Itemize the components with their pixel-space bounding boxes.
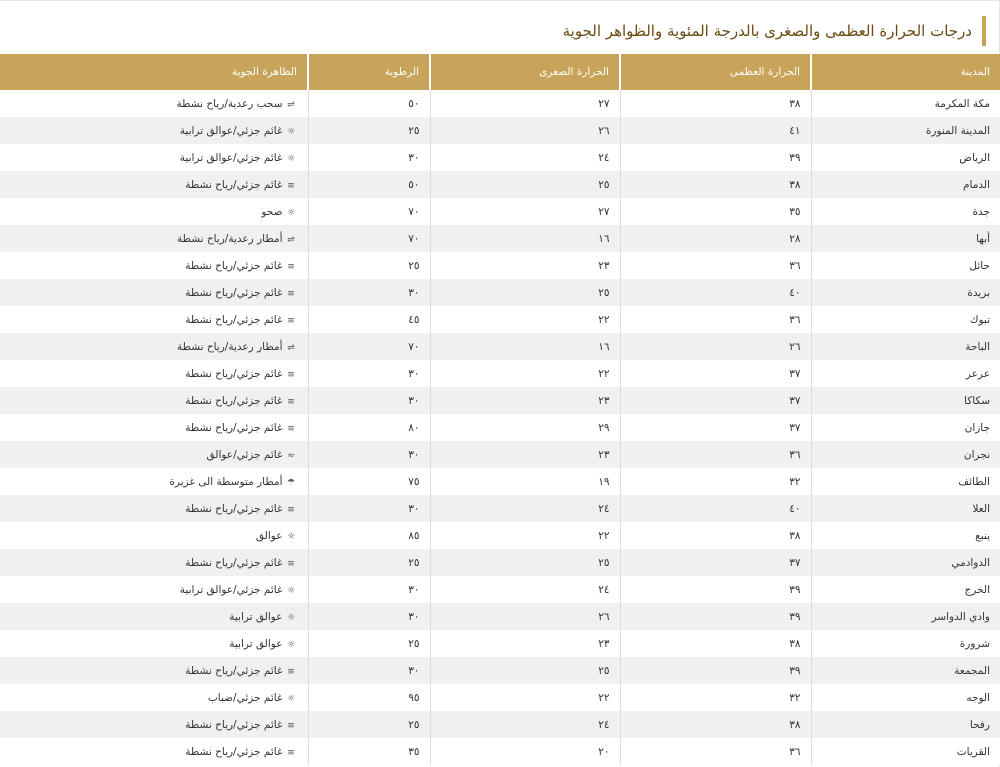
weather-text: عوالق ترابية <box>229 637 283 650</box>
humidity-cell: ٨٥ <box>308 522 430 549</box>
table-row <box>0 522 1000 549</box>
humidity-cell: ٢٥ <box>308 117 430 144</box>
city-cell: سكاكا <box>811 387 1000 414</box>
min-temp-cell: ٢٦ <box>430 603 620 630</box>
table-row <box>0 198 1000 225</box>
wind-icon: ≡ <box>287 747 295 758</box>
city-cell: ينبع <box>811 522 1000 549</box>
sun-dust-icon: ☼ <box>286 126 296 137</box>
city-cell: الخرج <box>811 576 1000 603</box>
min-temp-cell: ٢٧ <box>430 90 620 117</box>
table-row <box>0 684 1000 711</box>
min-temp-cell: ١٩ <box>430 468 620 495</box>
weather-cell <box>0 306 308 333</box>
weather-table <box>0 54 1000 765</box>
humidity-cell: ٥٠ <box>308 90 430 117</box>
weather-cell <box>0 90 308 117</box>
humidity-cell: ٣٠ <box>308 387 430 414</box>
wind-icon: ≡ <box>287 180 295 191</box>
city-cell: الدمام <box>811 171 1000 198</box>
min-temp-cell: ١٦ <box>430 225 620 252</box>
sun-dust-icon: ☼ <box>286 153 296 164</box>
weather-cell <box>0 738 308 765</box>
min-temp-cell: ٢٣ <box>430 387 620 414</box>
weather-cell <box>0 522 308 549</box>
weather-cell <box>0 441 308 468</box>
wind-icon: ≡ <box>287 423 295 434</box>
city-cell: الطائف <box>811 468 1000 495</box>
city-cell: جدة <box>811 198 1000 225</box>
humidity-cell: ٧٠ <box>308 225 430 252</box>
wind-icon: ≡ <box>287 720 295 731</box>
weather-table-container <box>0 54 1000 765</box>
max-temp-cell: ٣٩ <box>620 144 811 171</box>
weather-cell <box>0 549 308 576</box>
max-temp-cell: ٢٦ <box>620 333 811 360</box>
city-cell: الدوادمي <box>811 549 1000 576</box>
header-humidity: الرطوبة <box>308 54 430 90</box>
max-temp-cell: ٣٨ <box>620 522 811 549</box>
wind-icon: ≡ <box>287 558 295 569</box>
weather-text: أمطار متوسطة الى غزيرة <box>169 475 283 488</box>
weather-cell <box>0 117 308 144</box>
table-row <box>0 252 1000 279</box>
weather-cell <box>0 630 308 657</box>
humidity-cell: ٥٠ <box>308 171 430 198</box>
table-row <box>0 711 1000 738</box>
table-row <box>0 387 1000 414</box>
city-cell: المدينة المنورة <box>811 117 1000 144</box>
table-row <box>0 603 1000 630</box>
max-temp-cell: ٣٦ <box>620 441 811 468</box>
humidity-cell: ٨٠ <box>308 414 430 441</box>
humidity-cell: ٣٠ <box>308 657 430 684</box>
max-temp-cell: ٣٨ <box>620 171 811 198</box>
table-row <box>0 279 1000 306</box>
sun-icon: ☼ <box>286 207 296 218</box>
wind-thunder-icon: ⇌ <box>287 234 295 245</box>
min-temp-cell: ٢٦ <box>430 117 620 144</box>
min-temp-cell: ٢٣ <box>430 630 620 657</box>
weather-text: صحو <box>261 205 283 218</box>
humidity-cell: ٢٥ <box>308 630 430 657</box>
sun-dust-icon: ☼ <box>286 612 296 623</box>
weather-text: غائم جزئي/رياح نشطة <box>185 745 283 758</box>
table-row <box>0 306 1000 333</box>
city-cell: رفحا <box>811 711 1000 738</box>
city-cell: وادي الدواسر <box>811 603 1000 630</box>
weather-cell <box>0 414 308 441</box>
wind-thunder-icon: ⇌ <box>287 99 295 110</box>
rain-icon: ☂ <box>286 477 296 488</box>
table-row <box>0 360 1000 387</box>
min-temp-cell: ٢٩ <box>430 414 620 441</box>
wind-icon: ≡ <box>287 396 295 407</box>
weather-text: غائم جزئي/رياح نشطة <box>185 286 283 299</box>
city-cell: حائل <box>811 252 1000 279</box>
min-temp-cell: ٢٢ <box>430 306 620 333</box>
city-cell: تبوك <box>811 306 1000 333</box>
min-temp-cell: ١٦ <box>430 333 620 360</box>
top-divider <box>0 0 1000 1</box>
max-temp-cell: ٢٨ <box>620 225 811 252</box>
table-row <box>0 468 1000 495</box>
max-temp-cell: ٣٦ <box>620 306 811 333</box>
min-temp-cell: ٢٤ <box>430 144 620 171</box>
weather-text: غائم جزئي/عوالق ترابية <box>179 151 283 164</box>
max-temp-cell: ٤٠ <box>620 495 811 522</box>
weather-text: غائم جزئي/رياح نشطة <box>185 394 283 407</box>
min-temp-cell: ٢٣ <box>430 252 620 279</box>
max-temp-cell: ٣٥ <box>620 198 811 225</box>
weather-text: سحب رعدية/رياح نشطة <box>176 97 283 110</box>
weather-cell <box>0 144 308 171</box>
humidity-cell: ٣٠ <box>308 495 430 522</box>
humidity-cell: ٣٠ <box>308 576 430 603</box>
weather-text: غائم جزئي/عوالق <box>206 448 283 461</box>
min-temp-cell: ٢٣ <box>430 441 620 468</box>
weather-cell <box>0 225 308 252</box>
sun-dust-icon: ☼ <box>286 639 296 650</box>
wind-icon: ≡ <box>287 369 295 380</box>
city-cell: العلا <box>811 495 1000 522</box>
max-temp-cell: ٣٧ <box>620 549 811 576</box>
min-temp-cell: ٢٠ <box>430 738 620 765</box>
max-temp-cell: ٣٩ <box>620 603 811 630</box>
table-row <box>0 144 1000 171</box>
sun-dust-icon: ☼ <box>286 693 296 704</box>
min-temp-cell: ٢٥ <box>430 171 620 198</box>
city-cell: شرورة <box>811 630 1000 657</box>
table-row <box>0 441 1000 468</box>
min-temp-cell: ٢٥ <box>430 279 620 306</box>
city-cell: أبها <box>811 225 1000 252</box>
max-temp-cell: ٣٢ <box>620 468 811 495</box>
header-max-temp: الحرارة العظمى <box>620 54 811 90</box>
min-temp-cell: ٢٤ <box>430 576 620 603</box>
humidity-cell: ٢٥ <box>308 711 430 738</box>
max-temp-cell: ٣٦ <box>620 252 811 279</box>
weather-text: غائم جزئي/رياح نشطة <box>185 259 283 272</box>
weather-cell <box>0 468 308 495</box>
max-temp-cell: ٣٧ <box>620 360 811 387</box>
table-row <box>0 90 1000 117</box>
header-city: المدينة <box>811 54 1000 90</box>
weather-text: عوالق <box>255 529 283 542</box>
min-temp-cell: ٢٤ <box>430 711 620 738</box>
table-row <box>0 738 1000 765</box>
wind-icon: ≡ <box>287 504 295 515</box>
weather-text: غائم جزئي/عوالق ترابية <box>179 583 283 596</box>
city-cell: بريدة <box>811 279 1000 306</box>
table-row <box>0 171 1000 198</box>
max-temp-cell: ٣٦ <box>620 738 811 765</box>
weather-cell <box>0 252 308 279</box>
header-min-temp: الحرارة الصغرى <box>430 54 620 90</box>
weather-cell <box>0 333 308 360</box>
min-temp-cell: ٢٢ <box>430 522 620 549</box>
city-cell: القريات <box>811 738 1000 765</box>
weather-text: غائم جزئي/رياح نشطة <box>185 313 283 326</box>
table-row <box>0 117 1000 144</box>
weather-cell <box>0 495 308 522</box>
sun-dust-icon: ☼ <box>286 585 296 596</box>
page-title: درجات الحرارة العظمى والصغرى بالدرجة المئوية والظواهر الجوية <box>562 22 972 40</box>
haze-icon: ≈ <box>287 450 295 461</box>
max-temp-cell: ٣٨ <box>620 711 811 738</box>
city-cell: المجمعة <box>811 657 1000 684</box>
weather-cell <box>0 360 308 387</box>
humidity-cell: ٧٠ <box>308 333 430 360</box>
city-cell: الباحة <box>811 333 1000 360</box>
humidity-cell: ٢٥ <box>308 549 430 576</box>
min-temp-cell: ٢٧ <box>430 198 620 225</box>
city-cell: جازان <box>811 414 1000 441</box>
max-temp-cell: ٣٨ <box>620 630 811 657</box>
sun-dust-icon: ☼ <box>286 531 296 542</box>
weather-text: غائم جزئي/عوالق ترابية <box>179 124 283 137</box>
humidity-cell: ٢٥ <box>308 252 430 279</box>
weather-text: غائم جزئي/ضباب <box>207 691 283 704</box>
weather-text: أمطار رعدية/رياح نشطة <box>176 340 283 353</box>
wind-icon: ≡ <box>287 288 295 299</box>
weather-text: غائم جزئي/رياح نشطة <box>185 556 283 569</box>
weather-cell <box>0 603 308 630</box>
min-temp-cell: ٢٢ <box>430 360 620 387</box>
wind-icon: ≡ <box>287 666 295 677</box>
weather-cell <box>0 711 308 738</box>
min-temp-cell: ٢٢ <box>430 684 620 711</box>
max-temp-cell: ٣٧ <box>620 414 811 441</box>
weather-text: أمطار رعدية/رياح نشطة <box>176 232 283 245</box>
table-row <box>0 333 1000 360</box>
table-row <box>0 630 1000 657</box>
table-row <box>0 225 1000 252</box>
table-row <box>0 576 1000 603</box>
humidity-cell: ٤٥ <box>308 306 430 333</box>
weather-cell <box>0 576 308 603</box>
section-header <box>563 16 986 46</box>
min-temp-cell: ٢٤ <box>430 495 620 522</box>
humidity-cell: ٧٠ <box>308 198 430 225</box>
max-temp-cell: ٣٨ <box>620 90 811 117</box>
max-temp-cell: ٣٩ <box>620 657 811 684</box>
table-row <box>0 549 1000 576</box>
weather-cell <box>0 387 308 414</box>
humidity-cell: ٧٥ <box>308 468 430 495</box>
weather-text: غائم جزئي/رياح نشطة <box>185 502 283 515</box>
city-cell: عرعر <box>811 360 1000 387</box>
max-temp-cell: ٣٩ <box>620 576 811 603</box>
weather-text: غائم جزئي/رياح نشطة <box>185 178 283 191</box>
wind-thunder-icon: ⇌ <box>287 342 295 353</box>
weather-cell <box>0 657 308 684</box>
weather-text: غائم جزئي/رياح نشطة <box>185 421 283 434</box>
weather-cell <box>0 171 308 198</box>
weather-text: غائم جزئي/رياح نشطة <box>185 367 283 380</box>
max-temp-cell: ٤١ <box>620 117 811 144</box>
wind-icon: ≡ <box>287 261 295 272</box>
humidity-cell: ٣٠ <box>308 144 430 171</box>
weather-cell <box>0 198 308 225</box>
humidity-cell: ٣٠ <box>308 441 430 468</box>
table-header-row <box>0 54 1000 90</box>
humidity-cell: ٣٠ <box>308 360 430 387</box>
weather-text: عوالق ترابية <box>229 610 283 623</box>
humidity-cell: ٣٠ <box>308 603 430 630</box>
city-cell: الوجه <box>811 684 1000 711</box>
weather-cell <box>0 279 308 306</box>
max-temp-cell: ٣٢ <box>620 684 811 711</box>
city-cell: مكة المكرمة <box>811 90 1000 117</box>
table-row <box>0 495 1000 522</box>
humidity-cell: ٩٥ <box>308 684 430 711</box>
title-accent-bar <box>982 16 986 46</box>
weather-cell <box>0 684 308 711</box>
weather-text: غائم جزئي/رياح نشطة <box>185 664 283 677</box>
weather-text: غائم جزئي/رياح نشطة <box>185 718 283 731</box>
min-temp-cell: ٢٥ <box>430 657 620 684</box>
max-temp-cell: ٤٠ <box>620 279 811 306</box>
table-row <box>0 657 1000 684</box>
max-temp-cell: ٣٧ <box>620 387 811 414</box>
table-row <box>0 414 1000 441</box>
min-temp-cell: ٢٥ <box>430 549 620 576</box>
city-cell: نجران <box>811 441 1000 468</box>
humidity-cell: ٣٥ <box>308 738 430 765</box>
city-cell: الرياض <box>811 144 1000 171</box>
humidity-cell: ٣٠ <box>308 279 430 306</box>
header-weather: الظاهرة الجوية <box>0 54 308 90</box>
wind-icon: ≡ <box>287 315 295 326</box>
